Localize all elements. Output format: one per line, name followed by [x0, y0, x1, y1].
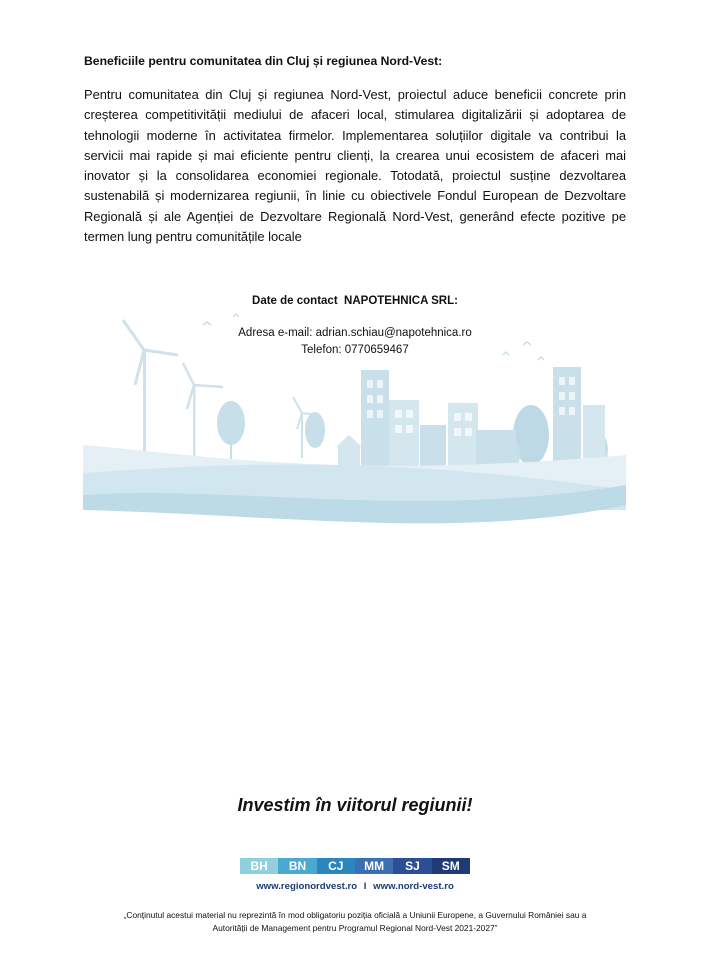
county-strip [240, 858, 470, 874]
benefits-paragraph: Pentru comunitatea din Cluj și regiunea Nord-Vest, proiectul aduce beneficii concrete prin creșterea competitivității mediului de afaceri local, stimularea digitalizării și adoptarea de tehnologii moderne în activitatea firmelor. Implementarea soluțiilor digitale va contribui la servicii mai rapide și mai eficiente pentru clienți, la crearea unui ecosistem de afaceri mai inovator și la consolidarea economiei regionale. Totodată, proiectul susține dezvoltarea sustenabilă și modernizarea regiunii, în linie cu obiectivele Fondul European de Dezvoltare Regională și ale Agenției de Dezvoltare Regională Nord-Vest, generând efecte pozitive pe termen lung pentru comunitățile locale [84, 87, 626, 245]
county-badge-bh: BH [240, 858, 278, 874]
contact-email: Adresa e-mail: adrian.schiau@napotehnica.ro [238, 327, 472, 339]
county-badge-sm: SM [432, 858, 470, 874]
county-badge-bn: BN [278, 858, 316, 874]
slogan: Investim în viitorul regiunii! [237, 795, 473, 815]
contact-title: Date de contact NAPOTEHNICA SRL: [252, 295, 458, 307]
websites-line [0, 881, 710, 892]
website-link-nord-vest[interactable]: www.nord-vest.ro [373, 881, 454, 892]
disclaimer: „Conținutul acestui material nu reprezintă în mod obligatoriu poziția oficială a Uniunii Europene, a Guvernului României sau a Autorității de Management pentru Programul Regional Nord-Vest 2021-2027” [123, 910, 587, 933]
section-heading: Beneficiile pentru comunitatea din Cluj și regiunea Nord-Vest: [84, 54, 443, 68]
county-badge-sj: SJ [393, 858, 431, 874]
website-separator: I [363, 881, 367, 892]
contact-phone: Telefon: 0770659467 [301, 344, 409, 356]
city-illustration [83, 305, 626, 540]
county-badge-mm: MM [355, 858, 393, 874]
county-badge-cj: CJ [317, 858, 355, 874]
website-link-regionordvest[interactable]: www.regionordvest.ro [256, 881, 358, 892]
